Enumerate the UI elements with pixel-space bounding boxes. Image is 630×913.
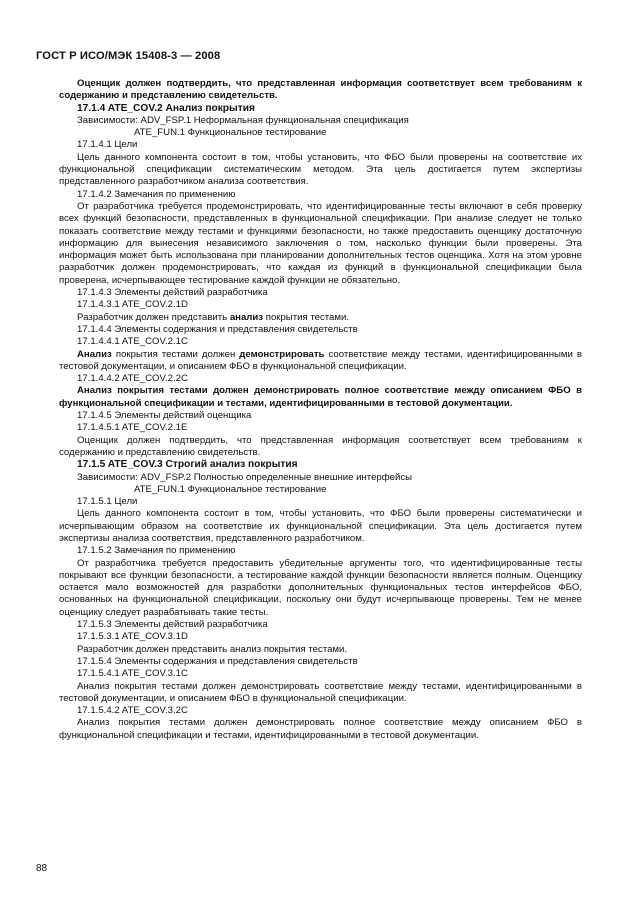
paragraph: 17.1.5.4 Элементы содержания и представления свидетельств [77,655,358,667]
section-heading: 17.1.4 ATE_COV.2 Анализ покрытия [77,102,255,114]
bold-paragraph: Анализ покрытия тестами должен демонстрировать полное соответствие между описанием ФБО в функциональной спецификации и тестами, идентифицированными в тестовой документации. [59,385,582,409]
text-run: Разработчик должен представить [77,311,230,323]
paragraph: 17.1.4.4.1 ATE_COV.2.1C [77,336,188,348]
dependencies-line: Зависимости: ADV_FSP.1 Неформальная функциональная спецификация [77,114,409,126]
text-run: соответствие между тестами, идентифицированными в тестовой документации, и описанием ФБО в функциональной спецификации. [59,348,582,372]
paragraph: 17.1.5.2 Замечания по применению [77,545,236,557]
dependencies-line: ATE_FUN.1 Функциональное тестирование [134,127,327,139]
paragraph [59,349,582,374]
paragraph: 17.1.5.4.1 ATE_COV.3.1C [77,668,188,680]
text-run: покрытия тестами. [263,311,349,323]
paragraph: Цель данного компонента состоит в том, чтобы установить, что ФБО были проверены систематически и исчерпывающим образом на соответствие их функциональной спецификации. Эта цель достигается путем экспертизы анализа соответствия, представленного разработчиком. [59,508,582,544]
paragraph: От разработчика требуется продемонстрировать, что идентифицированные тесты включают в себя проверку всех функций безопасности, представленных в функциональной спецификации. При анализе следует не только показать соответствие между тестами и функциями безопасности, но также предоставить оценщику достаточную информацию для вынесения независимого заключения о том, насколько функции были проверены. Эта информация может быть использована при планировании дополнительных тестов оценщика. Хотя на этом уровне разработчик должен продемонстрировать, что каждая из функций в функциональной спецификации была проверена, исчерпывающее тестирование каждой функции не обязательно. [59,200,582,286]
bold-term: анализ [229,311,264,323]
dependencies-line: Зависимости: ADV_FSP.2 Полностью определенные внешние интерфейсы [77,471,413,483]
paragraph: 17.1.4.3 Элементы действий разработчика [77,287,268,299]
paragraph: 17.1.4.5 Элементы действий оценщика [77,410,252,422]
page-number: 88 [36,863,48,874]
paragraph: 17.1.5.4.2 ATE_COV.3.2C [77,705,188,717]
bold-term: демонстрировать [239,348,325,360]
paragraph: 17.1.5.3 Элементы действий разработчика [77,619,268,631]
paragraph [59,312,582,324]
paragraph: Разработчик должен представить анализ покрытия тестами. [77,643,348,655]
bold-paragraph: Оценщик должен подтвердить, что представленная информация соответствует всем требованиям к содержанию и представлению свидетельств. [59,78,582,102]
paragraph: Анализ покрытия тестами должен демонстрировать соответствие между тестами, идентифицированными в тестовой документации, и описанием ФБО в функциональной спецификации. [59,680,582,704]
paragraph: 17.1.4.1 Цели [77,139,138,151]
paragraph: 17.1.5.3.1 ATE_COV.3.1D [77,631,188,643]
paragraph: 17.1.5.1 Цели [77,496,138,508]
paragraph: Анализ покрытия тестами должен демонстрировать полное соответствие между описанием ФБО в функциональной спецификации и тестами, идентифицированными в тестовой документации. [59,717,582,741]
paragraph: Цель данного компонента состоит в том, чтобы установить, что ФБО были проверены на соответствие их функциональной спецификации систематическим методом. Эта цель достигается путем экспертизы представленного разработчиком анализа соответствия. [59,151,582,188]
paragraph: 17.1.4.4.2 ATE_COV.2.2C [77,373,188,385]
paragraph: 17.1.4.4 Элементы содержания и представления свидетельств [77,323,358,335]
bold-term: Анализ [77,348,112,360]
dependencies-line: ATE_FUN.1 Функциональное тестирование [134,483,327,495]
section-heading: 17.1.5 ATE_COV.3 Строгий анализ покрытия [77,459,298,471]
text-run: покрытия тестами должен [111,348,240,360]
page-body [59,78,582,742]
paragraph: 17.1.4.3.1 ATE_COV.2.1D [77,299,188,311]
running-header: ГОСТ Р ИСО/МЭК 15408-3 — 2008 [36,50,221,62]
paragraph: Оценщик должен подтвердить, что представленная информация соответствует всем требованиям к содержанию и представлению свидетельств. [59,434,582,458]
paragraph: 17.1.4.2 Замечания по применению [77,188,236,200]
paragraph: От разработчика требуется предоставить убедительные аргументы того, что идентифицированные тесты покрывают все функции безопасности, а тестирование каждой функции безопасности является полным. Оценщику остается мало возможностей для разработки дополнительных функциональных тестов интерфейсов ФБО, основанных на функциональной спецификации, поскольку они будут исчерпывающе проверены. Тем не менее оценщику следует разрабатывать такие тесты. [59,557,582,618]
paragraph: 17.1.4.5.1 ATE_COV.2.1E [77,422,188,434]
